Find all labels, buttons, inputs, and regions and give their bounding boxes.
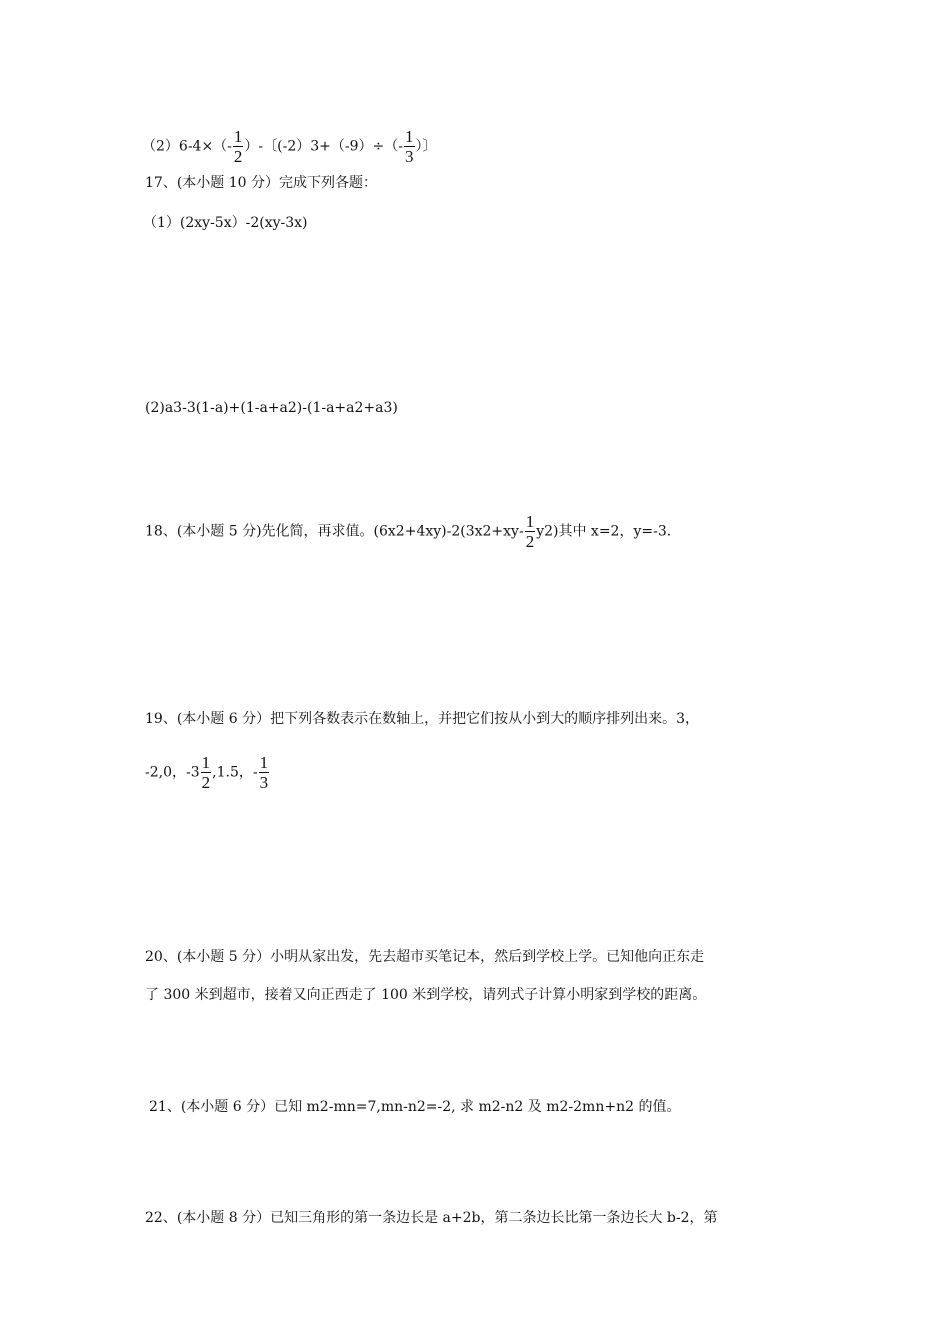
problem-16-part-2 <box>142 127 437 166</box>
fraction-numerator: 1 <box>233 127 243 146</box>
fraction-denominator: 2 <box>525 532 535 551</box>
fraction-denominator: 2 <box>201 773 211 792</box>
question-20-line-2: 了 300 米到超市，接着又向正西走了 100 米到学校，请列式子计算小明家到学校的距离。 <box>145 987 707 1003</box>
fraction-numerator: 1 <box>259 753 269 772</box>
fraction-one-third <box>404 127 415 166</box>
fraction-one-half <box>525 512 536 551</box>
problem-16-2-text-c: ）〕 <box>415 138 437 155</box>
question-19-line-2 <box>145 753 270 792</box>
question-19-text-a: -2,0，-3 <box>145 764 200 781</box>
fraction-numerator: 1 <box>405 127 414 146</box>
fraction-numerator: 1 <box>525 512 535 531</box>
question-18-text-b: y2)其中 x=2，y=-3. <box>536 523 672 540</box>
question-19-text-b: ,1.5，- <box>212 764 258 781</box>
fraction-one-half <box>233 127 244 166</box>
fraction-denominator: 2 <box>233 147 243 166</box>
question-19-line-1: 19、(本小题 6 分）把下列各数表示在数轴上，并把它们按从小到大的顺序排列出来。3， <box>145 711 699 727</box>
fraction-numerator: 1 <box>201 753 211 772</box>
question-18 <box>145 512 671 551</box>
question-17-heading: 17、(本小题 10 分）完成下列各题： <box>145 175 377 191</box>
fraction-denominator: 3 <box>259 773 269 792</box>
fraction-denominator: 3 <box>405 147 414 166</box>
question-17-part-2: (2)a3-3(1-a)+(1-a+a2)-(1-a+a2+a3) <box>145 400 398 416</box>
problem-16-2-text-b: ）-〔(-2）3+（-9）÷（- <box>244 138 403 155</box>
fraction-one-third <box>259 753 270 792</box>
question-22-line-1: 22、(本小题 8 分）已知三角形的第一条边长是 a+2b，第二条边长比第一条边长大 b-2，第 <box>145 1210 718 1226</box>
question-20-line-1: 20、(本小题 5 分）小明从家出发，先去超市买笔记本，然后到学校上学。已知他向正东走 <box>145 949 705 965</box>
question-21: 21、(本小题 6 分）已知 m2-mn=7,mn-n2=-2, 求 m2-n2 及 m2-2mn+n2 的值。 <box>149 1099 681 1115</box>
problem-16-2-text-a: （2）6-4×（- <box>142 138 232 155</box>
question-17-part-1: （1）(2xy-5x）-2(xy-3x) <box>143 215 308 231</box>
question-18-text-a: 18、(本小题 5 分)先化简，再求值。(6x2+4xy)-2(3x2+xy- <box>145 523 524 540</box>
fraction-one-half <box>201 753 212 792</box>
